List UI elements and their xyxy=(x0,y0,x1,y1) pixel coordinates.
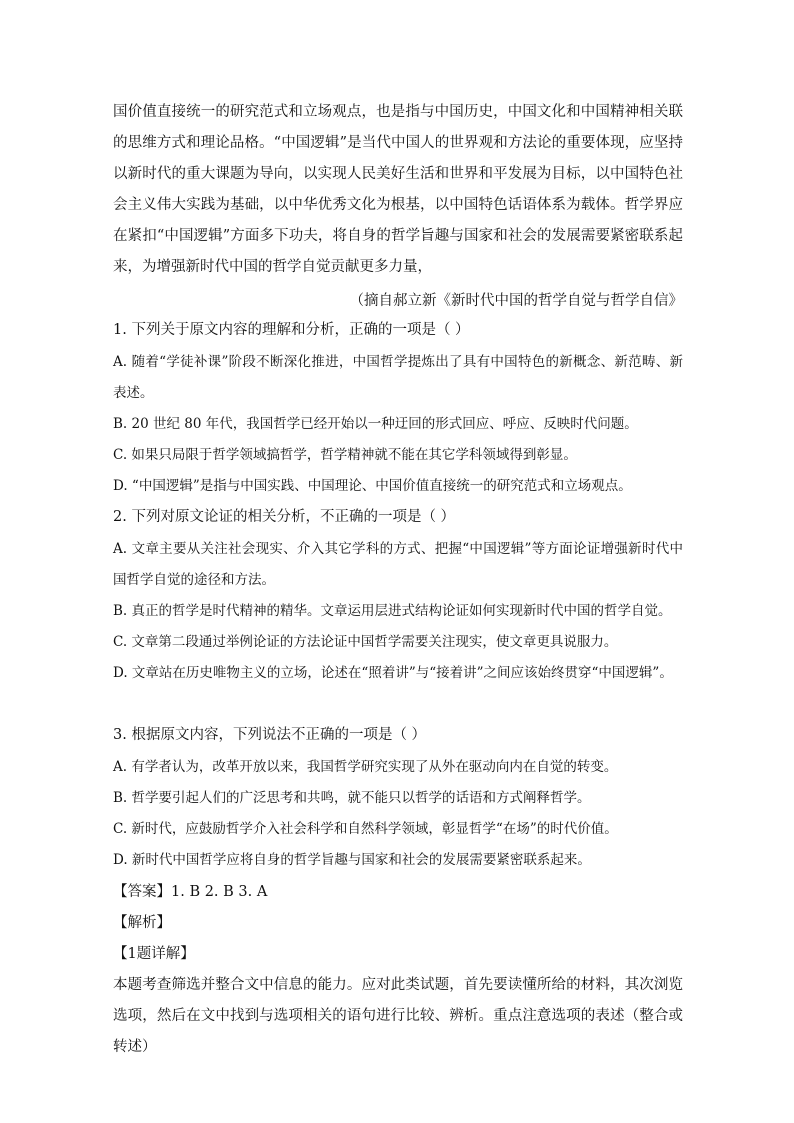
question-1-option-a: A. 随着“学徒补课”阶段不断深化推进，中国哲学提炼出了具有中国特色的新概念、新范畴、新表述。 xyxy=(113,354,683,401)
question-2-option-b: B. 真正的哲学是时代精神的精华。文章运用层进式结构论证如何实现新时代中国的哲学自觉。 xyxy=(113,603,672,619)
question-3-stem: 3. 根据原文内容，下列说法不正确的一项是（ ） xyxy=(113,727,427,743)
question-3-option-a: A. 有学者认为，改革开放以来，我国哲学研究实现了从外在驱动向内在自觉的转变。 xyxy=(113,759,618,775)
question-3-option-c: C. 新时代，应鼓励哲学介入社会科学和自然科学领域，彰显哲学“在场”的时代价值。 xyxy=(113,821,618,837)
question-1-option-c: C. 如果只局限于哲学领域搞哲学，哲学精神就不能在其它学科领域得到彰显。 xyxy=(113,447,577,463)
question-2-option-a: A. 文章主要从关注社会现实、介入其它学科的方式、把握“中国逻辑”等方面论证增强新时代中国哲学自觉的途径和方法。 xyxy=(113,541,683,588)
detail-text: 本题考查筛选并整合文中信息的能力。应对此类试题，首先要读懂所给的材料，其次浏览选项，然后在文中找到与选项相关的语句进行比较、辨析。重点注意选项的表述（整合或转述） xyxy=(113,977,683,1055)
question-1-stem: 1. 下列关于原文内容的理解和分析，正确的一项是（ ） xyxy=(113,322,470,338)
question-2-option-d: D. 文章站在历史唯物主义的立场，论述在“照着讲”与“接着讲”之间应该始终贯穿“中国逻辑”。 xyxy=(113,665,673,681)
passage-source: （摘自郝立新《新时代中国的哲学自觉与哲学自信》 xyxy=(349,293,683,309)
passage-paragraph: 国价值直接统一的研究范式和立场观点，也是指与中国历史，中国文化和中国精神相关联的思维方式和理论品格。“中国逻辑”是当代中国人的世界观和方法论的重要体现，应坚持以新时代的重大课题为导向，以实现人民美好生活和世界和平发展为目标，以中国特色社会主义伟大实践为基础，以中华优秀文化为根基，以中国特色话语体系为载体。哲学界应在紧扣“中国逻辑”方面多下功夫，将自身的哲学旨趣与国家和社会的发展需要紧密联系起来，为增强新时代中国的哲学自觉贡献更多力量， xyxy=(113,104,683,275)
detail-label: 【1题详解】 xyxy=(113,946,195,962)
answer-line: 【答案】1. B 2. B 3. A xyxy=(113,884,268,900)
question-3-option-d: D. 新时代中国哲学应将自身的哲学旨趣与国家和社会的发展需要紧密联系起来。 xyxy=(113,852,591,868)
question-1-option-d: D. “中国逻辑”是指与中国实践、中国理论、中国价值直接统一的研究范式和立场观点。 xyxy=(113,478,632,494)
question-1-option-b: B. 20 世纪 80 年代，我国哲学已经开始以一种迂回的形式回应、呼应、反映时代问题。 xyxy=(113,416,638,432)
question-2-stem: 2. 下列对原文论证的相关分析，不正确的一项是（ ） xyxy=(113,509,456,525)
question-3-option-b: B. 哲学要引起人们的广泛思考和共鸣，就不能只以哲学的话语和方式阐释哲学。 xyxy=(113,790,591,806)
question-2-option-c: C. 文章第二段通过举例论证的方法论证中国哲学需要关注现实，使文章更具说服力。 xyxy=(113,634,618,650)
analysis-label: 【解析】 xyxy=(113,915,171,931)
